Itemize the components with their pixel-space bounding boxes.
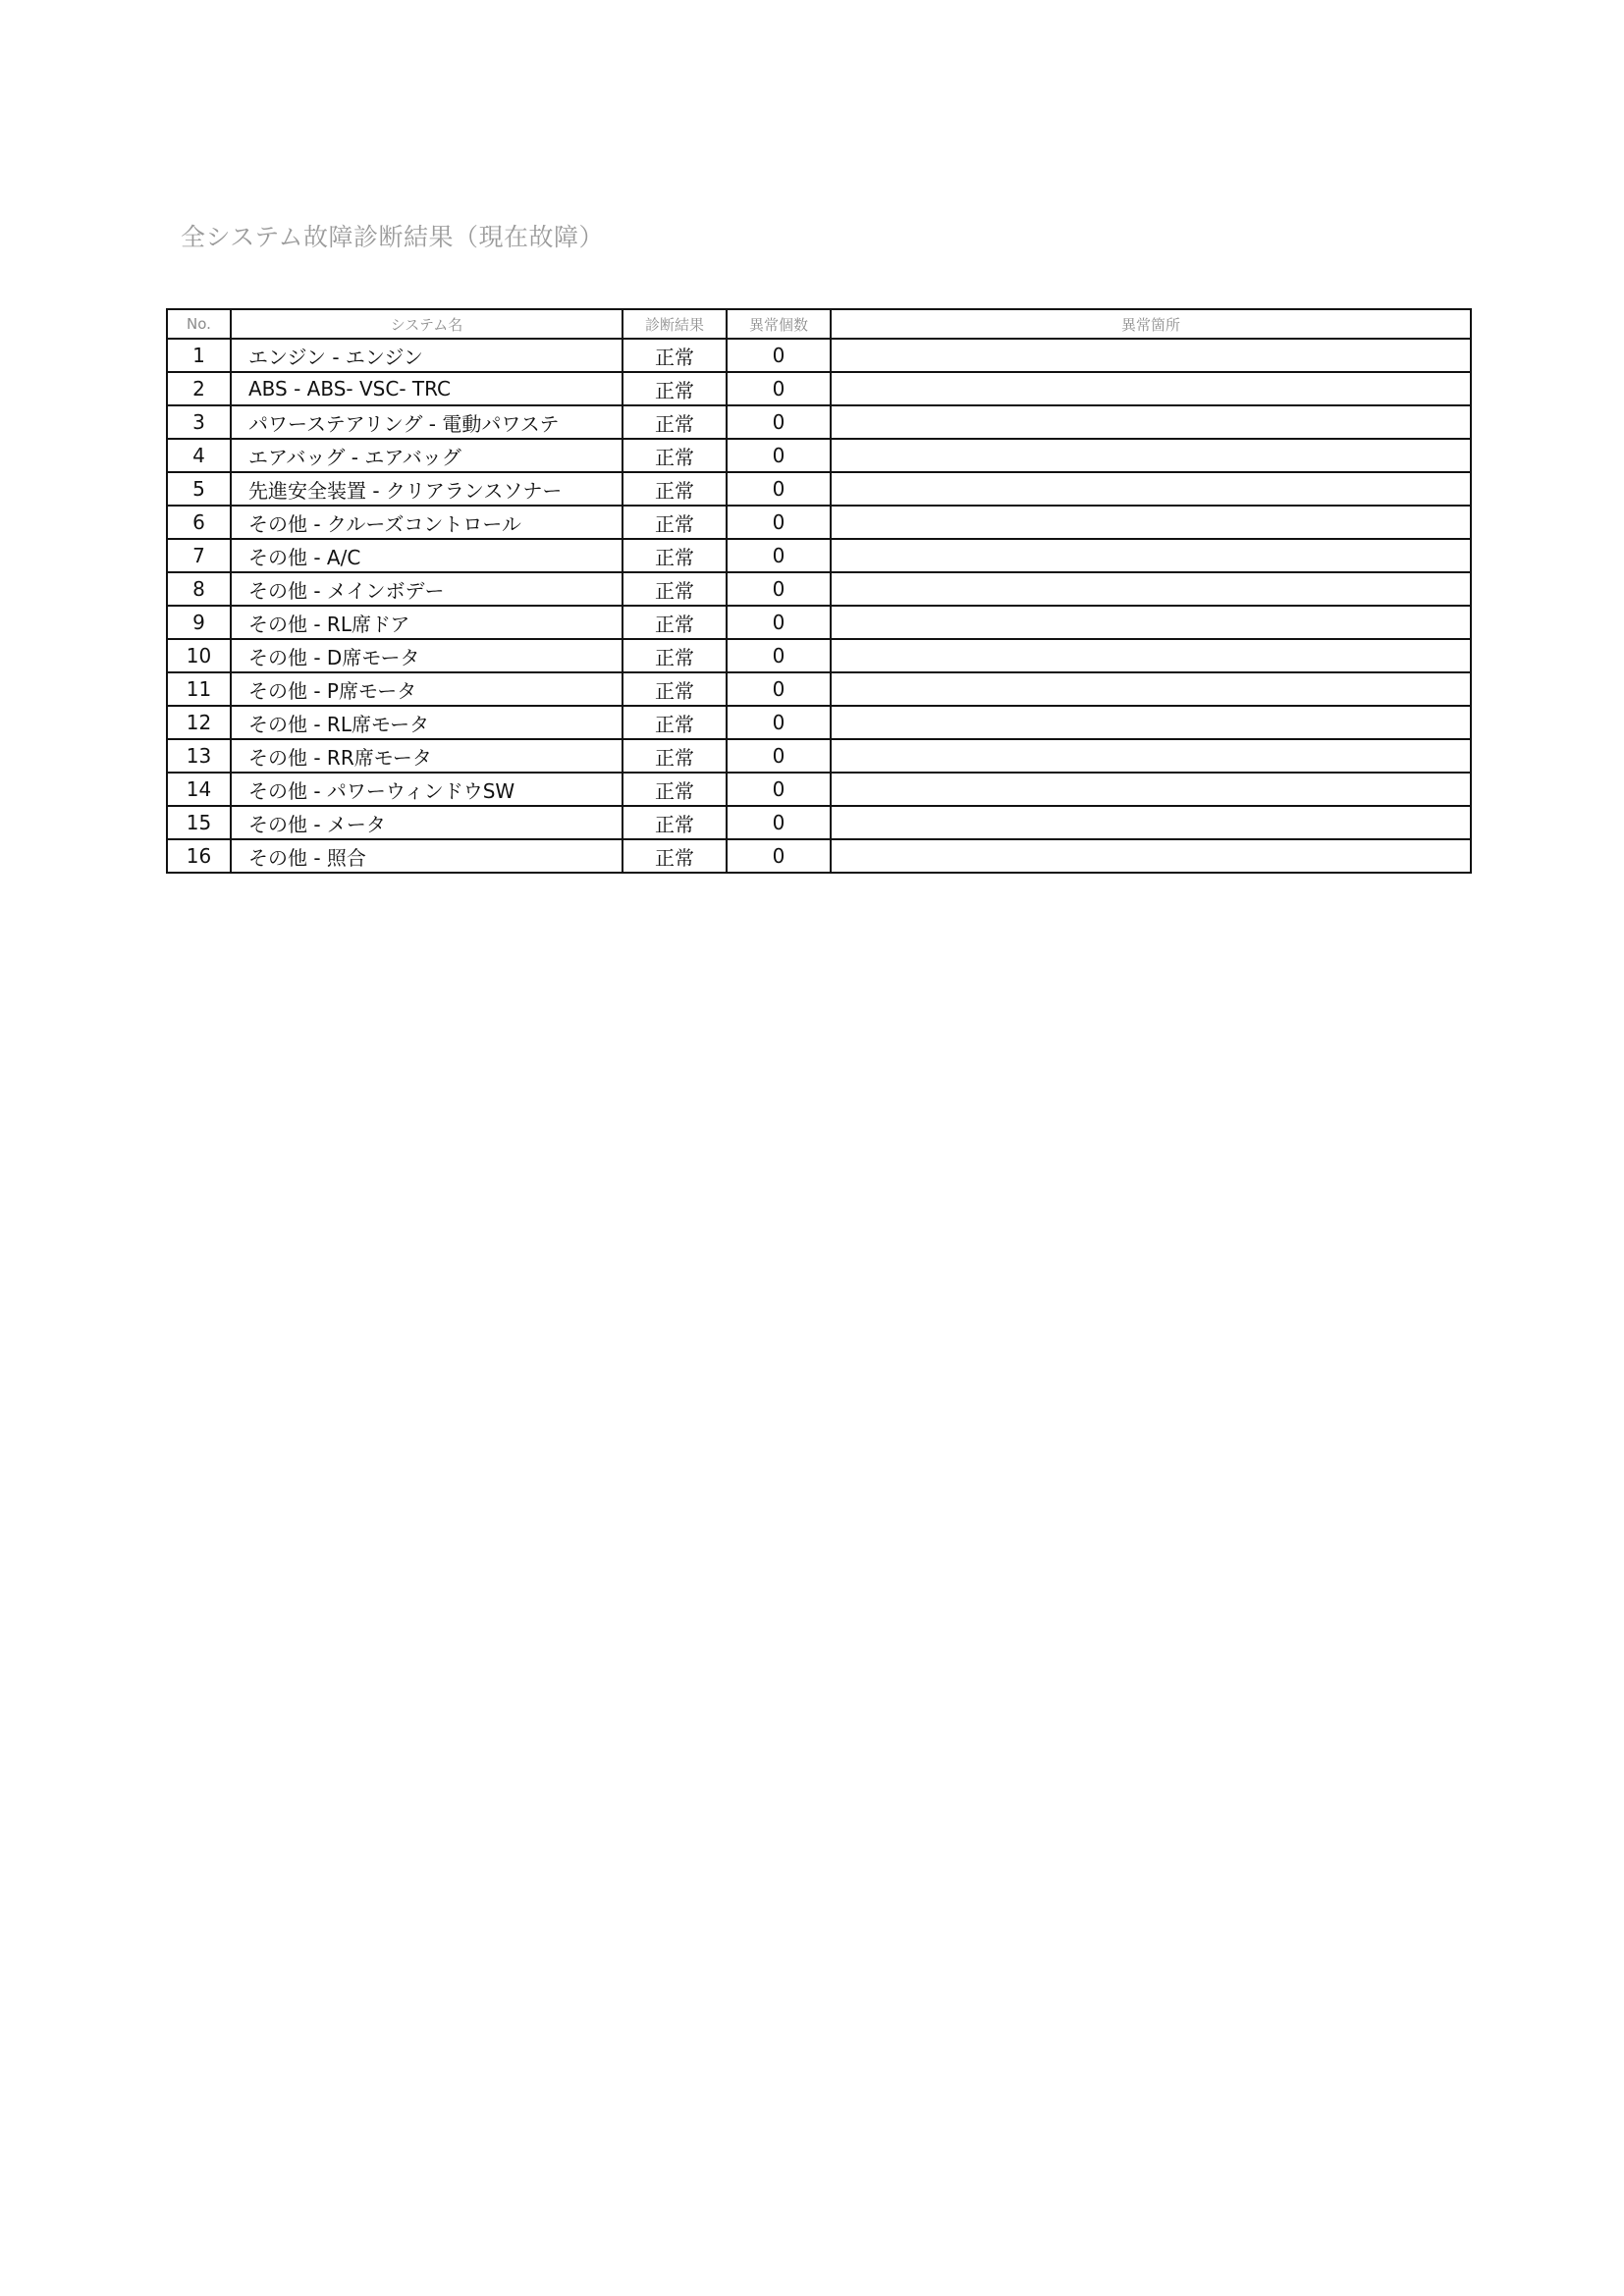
cell-fault-location — [831, 405, 1471, 439]
cell-no: 8 — [167, 572, 231, 606]
cell-fault-count: 0 — [727, 372, 831, 405]
header-system-name: システム名 — [231, 309, 623, 339]
cell-diagnosis-result: 正常 — [623, 806, 727, 839]
table-row — [167, 739, 1471, 773]
cell-system-name: ABS - ABS- VSC- TRC — [231, 372, 623, 405]
header-fault-location: 異常箇所 — [831, 309, 1471, 339]
table-row — [167, 839, 1471, 873]
table-row — [167, 439, 1471, 472]
cell-no: 11 — [167, 672, 231, 706]
cell-diagnosis-result: 正常 — [623, 606, 727, 639]
cell-fault-location — [831, 739, 1471, 773]
cell-diagnosis-result: 正常 — [623, 672, 727, 706]
table-row — [167, 372, 1471, 405]
cell-fault-count: 0 — [727, 539, 831, 572]
cell-fault-location — [831, 839, 1471, 873]
cell-no: 2 — [167, 372, 231, 405]
table-row — [167, 639, 1471, 672]
table-header-row — [167, 309, 1471, 339]
cell-diagnosis-result: 正常 — [623, 405, 727, 439]
cell-system-name: 先進安全装置 - クリアランスソナー — [231, 472, 623, 506]
cell-fault-count: 0 — [727, 773, 831, 806]
cell-diagnosis-result: 正常 — [623, 506, 727, 539]
cell-system-name: その他 - クルーズコントロール — [231, 506, 623, 539]
header-diagnosis-result: 診断結果 — [623, 309, 727, 339]
cell-no: 6 — [167, 506, 231, 539]
cell-no: 3 — [167, 405, 231, 439]
cell-fault-count: 0 — [727, 405, 831, 439]
cell-system-name: その他 - A/C — [231, 539, 623, 572]
cell-diagnosis-result: 正常 — [623, 639, 727, 672]
cell-fault-location — [831, 472, 1471, 506]
cell-diagnosis-result: 正常 — [623, 372, 727, 405]
page-title: 全システム故障診断結果（現在故障） — [181, 223, 605, 251]
cell-fault-count: 0 — [727, 839, 831, 873]
cell-system-name: エンジン - エンジン — [231, 339, 623, 372]
header-no: No. — [167, 309, 231, 339]
cell-diagnosis-result: 正常 — [623, 773, 727, 806]
cell-fault-count: 0 — [727, 506, 831, 539]
table-row — [167, 539, 1471, 572]
cell-fault-count: 0 — [727, 606, 831, 639]
cell-fault-location — [831, 606, 1471, 639]
table-row — [167, 572, 1471, 606]
cell-fault-count: 0 — [727, 672, 831, 706]
table-row — [167, 339, 1471, 372]
cell-system-name: エアバッグ - エアバッグ — [231, 439, 623, 472]
cell-fault-location — [831, 372, 1471, 405]
cell-diagnosis-result: 正常 — [623, 706, 727, 739]
table-row — [167, 706, 1471, 739]
cell-fault-count: 0 — [727, 439, 831, 472]
cell-fault-count: 0 — [727, 739, 831, 773]
cell-no: 9 — [167, 606, 231, 639]
cell-system-name: その他 - メインボデー — [231, 572, 623, 606]
cell-fault-count: 0 — [727, 572, 831, 606]
cell-system-name: パワーステアリング - 電動パワステ — [231, 405, 623, 439]
cell-fault-location — [831, 773, 1471, 806]
table-row — [167, 806, 1471, 839]
cell-fault-count: 0 — [727, 706, 831, 739]
cell-no: 4 — [167, 439, 231, 472]
table-body — [167, 339, 1471, 873]
cell-no: 7 — [167, 539, 231, 572]
cell-no: 14 — [167, 773, 231, 806]
cell-fault-location — [831, 339, 1471, 372]
cell-fault-location — [831, 572, 1471, 606]
cell-diagnosis-result: 正常 — [623, 572, 727, 606]
cell-fault-count: 0 — [727, 806, 831, 839]
cell-system-name: その他 - RL席ドア — [231, 606, 623, 639]
cell-fault-location — [831, 706, 1471, 739]
cell-fault-count: 0 — [727, 339, 831, 372]
cell-no: 15 — [167, 806, 231, 839]
table-row — [167, 405, 1471, 439]
table-row — [167, 506, 1471, 539]
cell-diagnosis-result: 正常 — [623, 339, 727, 372]
table-row — [167, 773, 1471, 806]
cell-diagnosis-result: 正常 — [623, 539, 727, 572]
cell-system-name: その他 - RL席モータ — [231, 706, 623, 739]
cell-system-name: その他 - パワーウィンドウSW — [231, 773, 623, 806]
cell-diagnosis-result: 正常 — [623, 472, 727, 506]
cell-fault-location — [831, 806, 1471, 839]
cell-fault-location — [831, 639, 1471, 672]
cell-fault-location — [831, 672, 1471, 706]
diagnosis-table — [166, 308, 1472, 874]
cell-no: 16 — [167, 839, 231, 873]
cell-no: 5 — [167, 472, 231, 506]
cell-no: 1 — [167, 339, 231, 372]
cell-fault-count: 0 — [727, 639, 831, 672]
cell-fault-location — [831, 439, 1471, 472]
cell-fault-location — [831, 539, 1471, 572]
header-fault-count: 異常個数 — [727, 309, 831, 339]
table-row — [167, 606, 1471, 639]
cell-system-name: その他 - 照合 — [231, 839, 623, 873]
cell-system-name: その他 - メータ — [231, 806, 623, 839]
table-row — [167, 672, 1471, 706]
cell-no: 10 — [167, 639, 231, 672]
cell-system-name: その他 - RR席モータ — [231, 739, 623, 773]
cell-diagnosis-result: 正常 — [623, 439, 727, 472]
cell-diagnosis-result: 正常 — [623, 839, 727, 873]
cell-system-name: その他 - P席モータ — [231, 672, 623, 706]
cell-no: 13 — [167, 739, 231, 773]
cell-no: 12 — [167, 706, 231, 739]
table-row — [167, 472, 1471, 506]
cell-system-name: その他 - D席モータ — [231, 639, 623, 672]
cell-fault-count: 0 — [727, 472, 831, 506]
cell-fault-location — [831, 506, 1471, 539]
cell-diagnosis-result: 正常 — [623, 739, 727, 773]
